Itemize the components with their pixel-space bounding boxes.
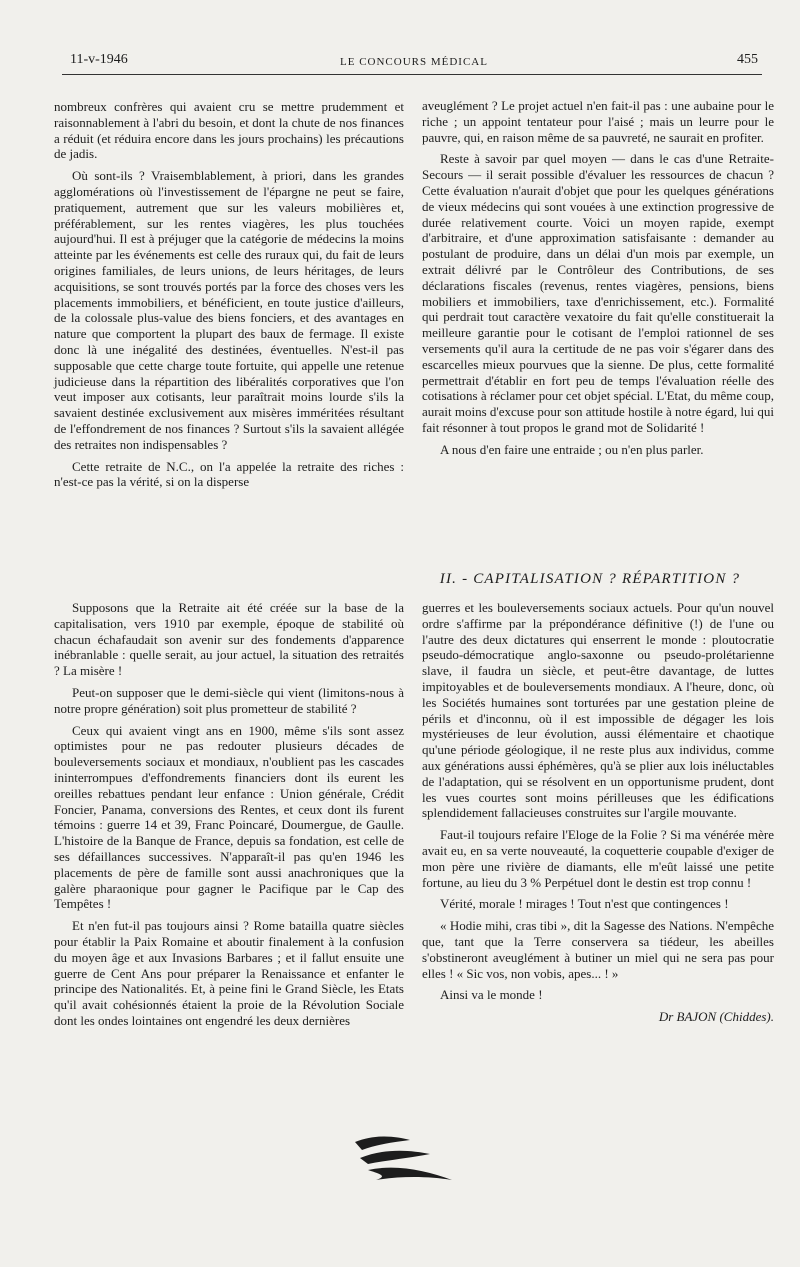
header-date: 11-v-1946: [70, 52, 128, 67]
column-2: [422, 98, 774, 464]
signature: Dr BAJON (Chiddes).: [658, 1009, 774, 1025]
page-header: [70, 50, 758, 72]
paragraph: Peut-on supposer que le demi-siècle qui vient (limitons-nous à notre propre génération) soit plus prometteur de stabilité ?: [54, 684, 404, 716]
paragraph: Où sont-ils ? Vraisemblablement, à priori, dans les grandes agglomérations où l'investissement de l'épargne ne peut se faire, pratiquement, autrement que sur les valeurs mobilières et, préférablement, sur les rentes viagères, les plus touchées aujourd'hui. Il est à préjuger que la catégorie de médecins la moins atteinte par les événements est celle des ruraux qui, du fait de leurs origines familiales, de leurs unions, de leurs héritages, de leurs acquisitions, se sont trouvés portés par la force des choses vers les placements immobiliers, et bénéficient, en toute justice d'ailleurs, de la colossale plus-value des biens fonciers, et des avantages en nature que comportent la plupart des baux de fermage. Il existe donc là une inégalité des destinées, éventuelles. N'est-il pas supposable que cette charge toute fortuite, qui appelle une retenue judicieuse dans la répartition des libéralités corporatives que l'on veut imposer aux cotisants, leur paraîtrait moins lourde s'ils la savaient destinée exclusivement aux misères imméritées résultant de l'effondrement de nos finances ? Surtout s'ils la savaient allégée des retraites non indispensables ?: [54, 168, 404, 452]
paragraph: Ceux qui avaient vingt ans en 1900, même s'ils sont assez optimistes pour ne pas redouter plusieurs décades de bouleversements sociaux et mondiaux, n'oublient pas les cascades ininterrompues d'effondrements financiers dont ils eurent les oreilles rebattues pendant leur enfance : Union générale, Crédit Foncier, Panama, conversions des Rentes, et ceux dont ils furent témoins : guerre 14 et 39, Franc Poincaré, Doumergue, de Gaulle. L'histoire de la Banque de France, depuis sa fondation, est celle de ses défaillances successives. N'apparaît-il pas qu'en 1946 les placements de père de famille sont aussi anachroniques que la galère pharaonique pour gagner le Pacifique par le Cap des Tempêtes !: [54, 722, 404, 912]
paragraph: A nous d'en faire une entraide ; ou n'en plus parler.: [440, 441, 704, 457]
paragraph: Supposons que la Retraite ait été créée sur la base de la capitalisation, vers 1910 par exemple, époque de stabilité où chacun échafaudait son avenir sur des fondements d'apparence inébranlable : quelle serait, au jour actuel, la situation des retraités ? La misère !: [54, 600, 404, 679]
paragraph: Ainsi va le monde !: [440, 987, 543, 1003]
paragraph: Faut-il toujours refaire l'Eloge de la Folie ? Si ma vénérée mère avait eu, en sa verte nouveauté, la coquetterie coupable d'exiger de mon père une rivière de diamants, elle m'eût laissé une petite fortune, au lieu du 3 % Perpétuel dont le destin est trop connu !: [422, 827, 774, 890]
column-3: [54, 600, 404, 1035]
paragraph: Vérité, morale ! mirages ! Tout n'est que contingences !: [440, 896, 729, 912]
header-rule: [62, 74, 762, 75]
column-1: [54, 99, 404, 496]
header-journal: LE CONCOURS MÉDICAL: [340, 56, 488, 68]
paragraph: guerres et les bouleversements sociaux actuels. Pour qu'un nouvel ordre s'affirme par la prépondérance définitive (!) de l'une ou l'autre des deux dictatures qui enserrent le monde : ploutocratie pseudo-démocratique anglo-saxonne ou pseudo-prolétarienne slave, il faudra un siècle, et peut-être davantage, de luttes impitoyables et de bouleversements mondiaux. A l'heure, donc, où les Sociétés humaines sont torturées par une gestation pleine de périls et d'inconnu, où il est impossible de dégager les lois mystérieuses de leur évolution, aussi élémentaire et chaotique qu'une période géologique, il ne reste plus aux individus, comme aux générations aussi éphémères, qu'à se plier aux lois inéluctables de l'adaptation, qui se résolvent en un opportunisme prudent, dont les vues courtes sont moins périlleuses que les édifications splendidement fallacieuses construites sur l'argile mouvante.: [422, 600, 774, 821]
paragraph: aveuglément ? Le projet actuel n'en fait-il pas : une aubaine pour le riche ; un appoint tentateur pour l'aisé ; mais un leurre pour le pauvre, qui, en raison même de sa pauvreté, ne saurait en profiter.: [422, 98, 774, 145]
column-4: [422, 600, 774, 1025]
paragraph: « Hodie mihi, cras tibi », dit la Sagesse des Nations. N'empêche que, tant que la Terre conservera sa tiédeur, les abeilles s'obstineront aveuglément à butiner un miel qui ne sera pas pour elles ! « Sic vos, non vobis, apes... ! »: [422, 918, 774, 981]
header-page-number: 455: [737, 52, 758, 67]
paragraph: Reste à savoir par quel moyen — dans le cas d'une Retraite-Secours — il serait possible d'évaluer les ressources de chacun ? Cette évaluation n'aurait d'objet que pour les quelques générations de vieux médecins qui sont vouées à une extinction progressive de durée relativement courte. Voici un moyen rapide, exempt d'arbitraire, et d'une approximation satisfaisante : demander au postulant de produire, dans un délai d'un mois par exemple, un extrait délivré par le Contrôleur des Contributions, de ses déclarations fiscales (revenus, rentes viagères, pensions, biens mobiliers et immobiliers, taxe d'enrichissement, etc.). Formalité qui perdrait tout caractère vexatoire du fait qu'elle constituerait la meilleure garantie pour le cotisant de l'emploi rationnel de ses versements qu'il aura la certitude de ne pas voir s'égarer dans des escarcelles mieux pourvues que la sienne. De plus, cette formalité permettrait d'établir en fort peu de temps l'évaluation réelle des cotisations à réclamer pour cet objet spécial. L'Etat, du même coup, aurait moins d'excuse pour son attitude hostile à notre égard, lui qui fait résonner à tout propos le grand mot de Solidarité !: [422, 151, 774, 435]
paragraph: Et n'en fut-il pas toujours ainsi ? Rome batailla quatre siècles pour établir la Paix Romaine et aboutir finalement à la confusion du moyen âge et aux Invasions Barbares ; et il fallut ensuite une guerre de Cent Ans pour préparer la Renaissance et enfanter le principe des Nationalités. Et, à peine fini le Grand Siècle, les Etats qu'il avait cohésionnés étaient la proie de la Révolution Sociale dont les ondes lointaines ont engendré les deux dernières: [54, 918, 404, 1028]
paragraph: nombreux confrères qui avaient cru se mettre prudemment et raisonnablement à l'abri du besoin, et dont la chute de nos finances a réduit (et réduira encore dans les jours prochains) les précautions de jadis.: [54, 99, 404, 162]
section-title: II. - CAPITALISATION ? RÉPARTITION ?: [439, 571, 741, 587]
ornament-flourish-icon: [340, 1130, 460, 1190]
paragraph: Cette retraite de N.C., on l'a appelée la retraite des riches : n'est-ce pas la vérité, si on la disperse: [54, 458, 404, 490]
